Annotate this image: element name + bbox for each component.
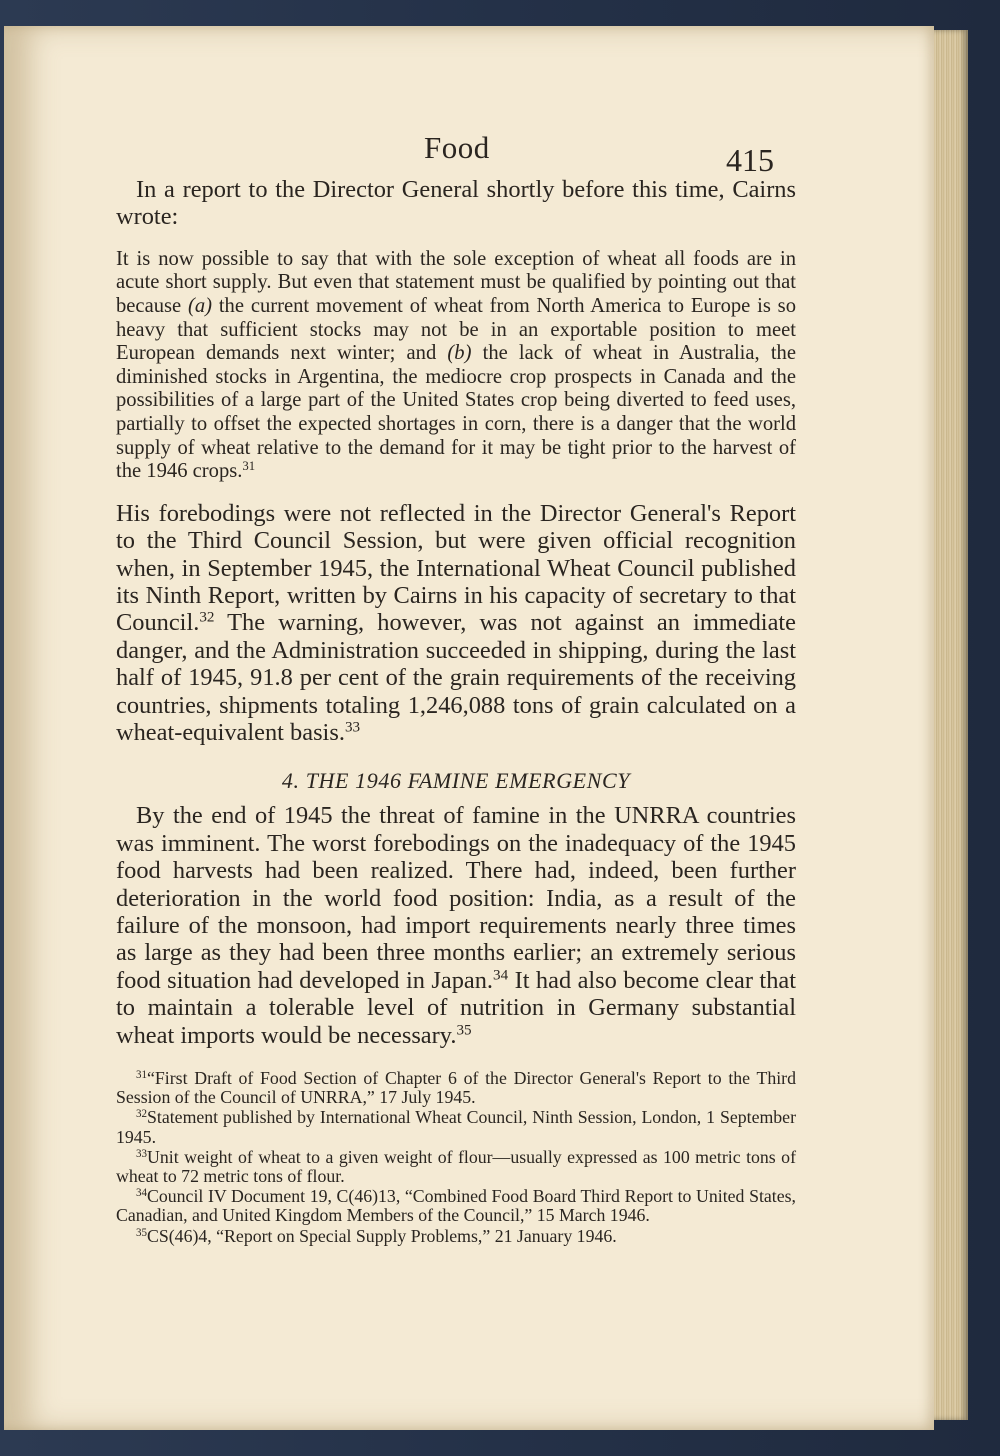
footnotes xyxy=(116,1069,796,1246)
page-number: 415 xyxy=(726,142,774,178)
intro-paragraph: In a report to the Director General shortly before this time, Cairns wrote: xyxy=(116,176,796,231)
paragraph-3-text-2: It had also become clear that to maintain a tolerable level of nutrition in Germany substantial wheat imports would be necessary. xyxy=(116,966,797,1049)
quote-mark-b: (b) xyxy=(447,342,472,365)
body-text xyxy=(116,176,796,1247)
footnote-text: Unit weight of wheat to a given weight of flour—usually expressed as 100 metric tons of wheat to 72 metric tons of flour. xyxy=(116,1146,796,1187)
footnote-35 xyxy=(116,1227,796,1246)
footnote-32 xyxy=(116,1108,796,1146)
footnote-34 xyxy=(116,1187,796,1225)
footnote-text: CS(46)4, “Report on Special Supply Problems,” 21 January 1946. xyxy=(147,1225,617,1246)
footnote-text: Council IV Document 19, C(46)13, “Combined Food Board Third Report to United States, Canadian, and United Kingdom Members of the Council,” 15 March 1946. xyxy=(116,1186,796,1226)
footnote-ref-31: 31 xyxy=(242,459,256,474)
footnote-ref-32: 32 xyxy=(199,610,215,627)
footnote-33 xyxy=(116,1148,796,1186)
book-page xyxy=(4,26,934,1430)
block-quote xyxy=(116,248,796,484)
running-title: Food xyxy=(424,130,490,165)
quote-mark-a: (a) xyxy=(188,295,213,317)
footnote-number: 35 xyxy=(136,1226,148,1239)
paragraph-2-text-2: The warning, however, was not against an immediate danger, and the Administration succeeded in shipping, during the last half of 1945, 91.8 per cent of the grain requirements of the receiving countries, shipments totaling 1,246,088 tons of grain calculated on a wheat-equivalent basis. xyxy=(116,609,796,746)
footnote-text: “First Draft of Food Section of Chapter 6 of the Director General's Report to the Third Session of the Council of UNRRA,” 17 July 1945. xyxy=(116,1068,796,1108)
quote-text-3: the lack of wheat in Australia, the diminished stocks in Argentina, the mediocre crop prospects in Canada and the possibilities of a large part of the United States crop being diverted to feed uses, partially to offset the expected shortages in corn, there is a danger that the world supply of wheat relative to the demand for it may be tight prior to the harvest of the 1946 crops. xyxy=(116,342,796,483)
footnote-number: 34 xyxy=(136,1187,148,1200)
paragraph-2-text-1: His forebodings were not reflected in the Director General's Report to the Third Council Session, but were given official recognition when, in September 1945, the International Wheat Council published its Ninth Report, written by Cairns in his capacity of secretary to that Council. xyxy=(116,499,796,637)
footnote-ref-34: 34 xyxy=(493,967,509,984)
footnote-ref-35: 35 xyxy=(456,1022,472,1039)
footnote-ref-33: 33 xyxy=(344,719,361,736)
footnote-text: Statement published by International Wheat Council, Ninth Session, London, 1 September 1945. xyxy=(116,1107,796,1147)
quote-text-2: the current movement of wheat from North America to Europe is so heavy that sufficient stocks may not be in an exportable position to meet European demands next winter; and xyxy=(116,295,796,365)
footnote-number: 31 xyxy=(136,1069,148,1081)
footnote-number: 32 xyxy=(136,1108,148,1121)
paragraph-3-text-1: By the end of 1945 the threat of famine in the UNRRA countries was imminent. The worst forebodings on the inadequacy of the 1945 food harvests had been realized. There had, indeed, been further deterioration in the world food position: India, as a result of the failure of the monsoon, had import requirements nearly three times as large as they had been three months earlier; an extremely serious food situation had developed in Japan. xyxy=(116,802,796,994)
footnote-31 xyxy=(116,1069,796,1107)
section-heading: 4. THE 1946 FAMINE EMERGENCY xyxy=(281,768,631,794)
paragraph-3 xyxy=(116,802,796,1049)
footnote-number: 33 xyxy=(136,1147,148,1160)
quote-text-1: It is now possible to say that with the sole exception of wheat all foods are in acute short supply. But even that statement must be qualified by pointing out that because xyxy=(116,247,796,317)
paragraph-2 xyxy=(116,500,796,747)
